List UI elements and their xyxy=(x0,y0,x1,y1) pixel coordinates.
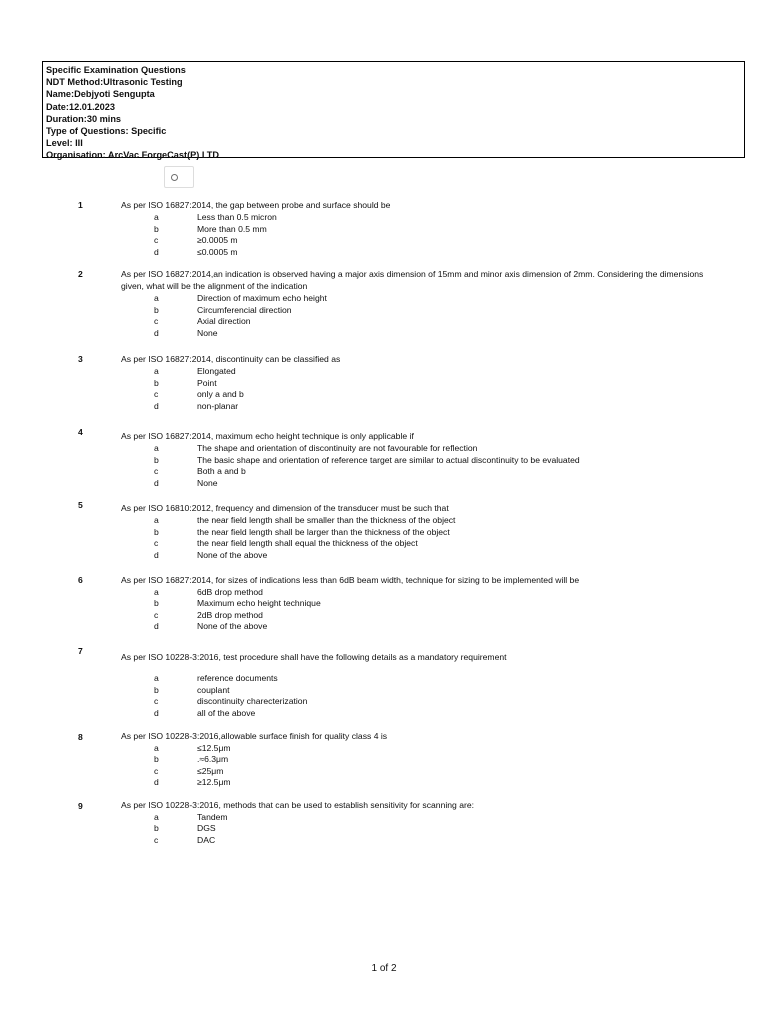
option-text: Point xyxy=(197,377,217,388)
option-d xyxy=(0,478,768,490)
option-letter: c xyxy=(154,765,159,776)
option-text: the near field length shall be smaller than the thickness of the object xyxy=(197,515,456,525)
option-d xyxy=(0,401,768,413)
option-text: ≤25μm xyxy=(197,765,224,776)
option-letter: b xyxy=(154,754,159,764)
option-c xyxy=(0,835,768,847)
page-number: 1 of 2 xyxy=(371,963,397,974)
option-text: Direction of maximum echo height xyxy=(197,293,327,303)
option-letter: b xyxy=(154,223,159,234)
question-text: As per ISO 10228-3:2016, methods that can be used to establish sensitivity for scanning are: xyxy=(121,800,475,810)
option-b xyxy=(0,455,768,467)
option-letter: c xyxy=(154,609,159,620)
question-text: As per ISO 10228-3:2016,allowable surface finish for quality class 4 is xyxy=(121,731,388,741)
option-b xyxy=(0,823,768,835)
option-text: only a and b xyxy=(197,389,244,399)
radio-circle-icon[interactable] xyxy=(171,174,178,181)
option-text: all of the above xyxy=(197,707,256,718)
option-a xyxy=(0,587,768,599)
option-letter: a xyxy=(154,366,159,376)
option-letter: b xyxy=(154,377,159,388)
option-letter: c xyxy=(154,389,159,399)
option-text: .≈6.3μm xyxy=(197,754,229,764)
exam-level: Level: III xyxy=(46,138,83,149)
option-d xyxy=(0,777,768,789)
option-text: More than 0.5 mm xyxy=(197,223,267,234)
question-text: As per ISO 16827:2014,an indication is observed having a major axis dimension of 15mm and minor axis dimension of 2mm. Considering the dimensions given, what will be the alignment of the indication xyxy=(121,269,704,291)
option-c xyxy=(0,235,768,247)
option-letter: d xyxy=(154,327,159,338)
option-text: DAC xyxy=(197,834,216,845)
option-text: None xyxy=(197,477,218,488)
option-text: The shape and orientation of discontinuity are not favourable for reflection xyxy=(197,443,478,453)
option-letter: c xyxy=(154,466,159,476)
question-text: As per ISO 16827:2014, discontinuity can be classified as xyxy=(121,354,341,364)
option-b xyxy=(0,598,768,610)
option-text: 6dB drop method xyxy=(197,586,263,597)
option-text: DGS xyxy=(197,823,216,833)
option-text: None of the above xyxy=(197,549,268,560)
question-type: Type of Questions: Specific xyxy=(46,126,167,137)
option-c xyxy=(0,766,768,778)
option-letter: d xyxy=(154,400,159,411)
option-letter: a xyxy=(154,515,159,525)
option-letter: b xyxy=(154,823,159,833)
question-number: 7 xyxy=(78,646,83,656)
option-text: non-planar xyxy=(197,400,239,411)
option-text: the near field length shall equal the thickness of the object xyxy=(197,538,418,548)
question-text: As per ISO 16810:2012, frequency and dimension of the transducer must be such that xyxy=(121,503,449,513)
exam-date: Date:12.01.2023 xyxy=(46,101,115,112)
radio-button-widget[interactable] xyxy=(164,166,194,188)
option-a xyxy=(0,515,768,527)
option-letter: d xyxy=(154,621,159,631)
option-letter: c xyxy=(154,834,159,845)
option-text: Both a and b xyxy=(197,466,246,476)
option-letter: d xyxy=(154,477,159,488)
question-number: 9 xyxy=(78,801,83,811)
option-letter: d xyxy=(154,707,159,718)
option-text: ≥0.0005 m xyxy=(197,235,238,245)
option-letter: a xyxy=(154,673,159,683)
option-b xyxy=(0,754,768,766)
option-d xyxy=(0,708,768,720)
option-b xyxy=(0,378,768,390)
option-c xyxy=(0,316,768,328)
question-number: 1 xyxy=(78,200,83,210)
option-letter: b xyxy=(154,684,159,695)
option-text: None of the above xyxy=(197,621,268,631)
option-letter: a xyxy=(154,586,159,597)
option-text: ≤12.5μm xyxy=(197,742,231,753)
option-a xyxy=(0,443,768,455)
option-letter: d xyxy=(154,777,159,787)
option-text: ≥12.5μm xyxy=(197,777,231,787)
option-text: Maximum echo height technique xyxy=(197,598,321,608)
question-number: 4 xyxy=(78,427,83,437)
option-letter: c xyxy=(154,316,159,326)
exam-info-box xyxy=(42,61,745,161)
option-letter: d xyxy=(154,246,159,257)
option-d xyxy=(0,328,768,340)
option-text: the near field length shall be larger than the thickness of the object xyxy=(197,526,450,537)
option-letter: b xyxy=(154,304,159,315)
option-letter: b xyxy=(154,454,159,465)
question-text: As per ISO 16827:2014, the gap between probe and surface should be xyxy=(121,200,391,210)
option-b xyxy=(0,305,768,317)
question-number: 2 xyxy=(78,269,83,279)
question-text: As per ISO 16827:2014, for sizes of indications less than 6dB beam width, technique for sizing to be implemented will be xyxy=(121,575,580,585)
option-letter: c xyxy=(154,696,159,706)
option-text: discontinuity charecterization xyxy=(197,696,308,706)
question-text: As per ISO 16827:2014, maximum echo height technique is only applicable if xyxy=(121,431,414,441)
organisation: Organisation: ArcVac ForgeCast(P) LTD xyxy=(46,150,220,161)
option-a xyxy=(0,812,768,824)
option-text: 2dB drop method xyxy=(197,609,263,620)
exam-duration: Duration:30 mins xyxy=(46,113,122,124)
question-number: 3 xyxy=(78,354,83,364)
option-d xyxy=(0,550,768,562)
option-a xyxy=(0,293,768,305)
option-b xyxy=(0,685,768,697)
option-text: ≤0.0005 m xyxy=(197,246,238,257)
option-text: Elongated xyxy=(197,366,236,376)
question-number: 6 xyxy=(78,575,83,585)
option-b xyxy=(0,224,768,236)
option-letter: b xyxy=(154,526,159,537)
ndt-method: NDT Method:Ultrasonic Testing xyxy=(46,77,183,88)
option-d xyxy=(0,247,768,259)
option-a xyxy=(0,743,768,755)
option-c xyxy=(0,538,768,550)
option-letter: a xyxy=(154,212,159,222)
option-text: couplant xyxy=(197,684,230,695)
option-c xyxy=(0,466,768,478)
option-letter: a xyxy=(154,293,159,303)
option-text: Less than 0.5 micron xyxy=(197,212,277,222)
option-letter: a xyxy=(154,811,159,822)
option-text: Axial direction xyxy=(197,316,251,326)
candidate-name: Name:Debjyoti Sengupta xyxy=(46,89,155,100)
option-text: Tandem xyxy=(197,811,228,822)
option-letter: d xyxy=(154,549,159,560)
option-text: Circumferencial direction xyxy=(197,304,292,315)
option-letter: a xyxy=(154,742,159,753)
option-d xyxy=(0,621,768,633)
option-a xyxy=(0,673,768,685)
option-a xyxy=(0,212,768,224)
question-number: 5 xyxy=(78,500,83,510)
option-letter: a xyxy=(154,443,159,453)
option-text: The basic shape and orientation of reference target are similar to actual discontinuity to be evaluated xyxy=(197,454,580,465)
option-text: None xyxy=(197,327,218,338)
question-number: 8 xyxy=(78,732,83,742)
question-text: As per ISO 10228-3:2016, test procedure shall have the following details as a mandatory requirement xyxy=(121,652,507,662)
option-c xyxy=(0,389,768,401)
option-c xyxy=(0,696,768,708)
option-a xyxy=(0,366,768,378)
option-text: reference documents xyxy=(197,673,278,683)
option-b xyxy=(0,527,768,539)
option-c xyxy=(0,610,768,622)
option-letter: b xyxy=(154,598,159,608)
option-letter: c xyxy=(154,235,159,245)
exam-title: Specific Examination Questions xyxy=(46,65,186,75)
option-letter: c xyxy=(154,538,159,548)
